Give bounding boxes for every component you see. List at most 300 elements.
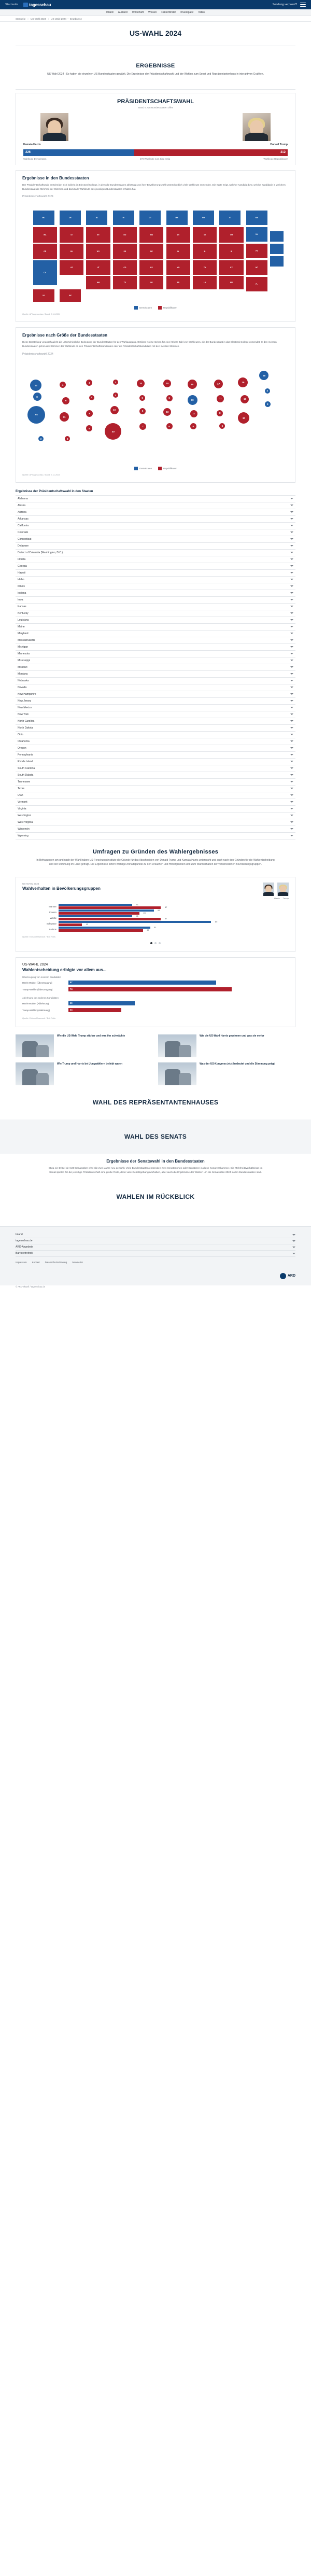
senate-detail-block	[16, 1154, 295, 1175]
state-accordion-label: Hawaii	[18, 571, 26, 575]
chart2-bar-label: Harris-Wähler (Überzeugung)	[22, 981, 52, 984]
state-accordion-row[interactable]	[16, 725, 295, 732]
chevron-down-icon	[290, 599, 293, 600]
state-accordion-label: Florida	[18, 557, 26, 561]
chevron-down-icon	[290, 788, 293, 789]
state-accordion-row[interactable]	[16, 711, 295, 718]
state-accordion-row[interactable]	[16, 536, 295, 543]
footer-link[interactable]: Newsletter	[72, 1261, 83, 1264]
ard-logo-text: ARD	[287, 1274, 295, 1278]
chart1-bar-value: 85	[215, 920, 218, 923]
hamburger-icon[interactable]	[300, 3, 306, 7]
teaser-headline: Was der US-Kongress jetzt bedeutet und die Stimmung prägt	[200, 1062, 275, 1066]
state-accordion-label: Nevada	[18, 685, 27, 689]
state-accordion-label: Montana	[18, 672, 28, 676]
state-accordion-row[interactable]	[16, 657, 295, 664]
chart1-source: Quelle: Edison Research / Exit Polls	[22, 935, 56, 938]
chevron-down-icon	[290, 740, 293, 742]
map1-description: Der Präsidentschaftswahl entscheidet sich indirekt im Electoral College, in dem die Bundesstaaten abhängig von ihrer Bevölkerungszahl unterschiedlich viele Wahlleute entsenden. Die Karte zeigt, welcher Kandidat bzw. welche Kandidatin in welchem Bundesstaat die Mehrheit der Stimmen und damit alle Wahlleute des jeweiligen Bundesstaates erhalten hat.	[22, 183, 286, 190]
state-accordion-label: Utah	[18, 793, 23, 797]
chevron-down-icon	[290, 774, 293, 776]
chevron-down-icon	[290, 626, 293, 627]
teaser-grid	[16, 1034, 295, 1085]
state-accordion-row[interactable]	[16, 752, 295, 759]
state-accordion-row[interactable]	[16, 590, 295, 597]
harris-photo	[40, 113, 68, 141]
state-accordion-row[interactable]	[16, 792, 295, 799]
chevron-down-icon	[290, 808, 293, 809]
chevron-down-icon	[292, 1234, 295, 1236]
chevron-down-icon	[290, 707, 293, 708]
state-accordion-row[interactable]	[16, 509, 295, 516]
teaser-headline: Wie die US-Wahl Harris gewinnen und was sie verlor	[200, 1034, 264, 1038]
chart1-bar-value: 13	[86, 923, 89, 926]
state-accordion-label: Ohio	[18, 733, 23, 736]
chart1-group-label: Weiße	[50, 916, 56, 919]
legend2-rep: Republikaner	[158, 467, 177, 470]
chevron-down-icon	[290, 727, 293, 729]
chart1-bar-value: 47	[147, 929, 149, 932]
candidate-name-row	[16, 141, 295, 146]
map2-heading: Ergebnisse nach Größe der Bundesstaaten	[22, 333, 108, 338]
chevron-down-icon	[290, 633, 293, 634]
state-accordion-label: Connecticut	[18, 537, 32, 541]
nav-item-wissen[interactable]: Wissen	[148, 11, 157, 14]
chart1-bar-harris	[59, 908, 160, 915]
electoral-bar-dem: 226	[23, 149, 134, 156]
teaser-item[interactable]	[158, 1034, 295, 1057]
state-accordion-label: California	[18, 524, 29, 527]
chevron-down-icon	[290, 801, 293, 803]
state-results-map-card	[16, 170, 295, 323]
state-accordion-label: Michigan	[18, 645, 29, 649]
carousel-dot-2[interactable]	[154, 942, 157, 944]
chevron-down-icon	[290, 538, 293, 540]
state-accordion-label: Alaska	[18, 503, 26, 507]
footer-accordion-row[interactable]	[16, 1244, 295, 1251]
chevron-down-icon	[290, 734, 293, 735]
state-accordion-label: Oklahoma	[18, 739, 30, 743]
state-accordion-row[interactable]	[16, 523, 295, 529]
map2-description: Diese Darstellung veranschaulicht die unterschiedliche Bedeutung der Bundesstaaten für den Wahlausgang. Größere Kreise stehen für eine höhere Zahl von Wahlleuten, die der Bundesstaat in das Electoral College entsendet. In den meisten Bundesstaaten gehen alle Stimmen der Wahlleute an den Präsidentschaftskandidaten oder die Präsidentschaftskandidatin mit den meisten Stimmen.	[22, 341, 277, 348]
footer-link[interactable]: Kontakt	[32, 1261, 40, 1264]
footer-links	[16, 1257, 295, 1269]
state-accordion-row[interactable]	[16, 637, 295, 644]
chart1-bar-harris	[59, 903, 138, 906]
teaser-thumbnail	[158, 1034, 196, 1057]
footer-accordion-row[interactable]	[16, 1251, 295, 1257]
state-accordion-label: Delaware	[18, 544, 29, 548]
chevron-down-icon	[290, 646, 293, 648]
state-accordion-row[interactable]	[16, 597, 295, 604]
state-accordion-row[interactable]	[16, 806, 295, 813]
state-accordion-row[interactable]	[16, 496, 295, 502]
chevron-down-icon	[290, 693, 293, 695]
chart1-group-row	[22, 927, 289, 932]
footer-accordion-row[interactable]	[16, 1232, 295, 1238]
state-accordion-label: Georgia	[18, 564, 27, 568]
chevron-down-icon	[290, 545, 293, 547]
chart1-group-bars	[59, 909, 289, 915]
chevron-down-icon	[290, 572, 293, 573]
chart2-bar-label: Trump-Wähler (Ablehnung)	[22, 1009, 50, 1012]
topbar-right	[273, 3, 306, 7]
state-accordion-label: Kentucky	[18, 611, 29, 615]
state-accordion-label: Arkansas	[18, 517, 29, 521]
chart1-bar-trump	[59, 906, 167, 909]
state-accordion-label: Virginia	[18, 807, 26, 810]
state-accordion-label: New Hampshire	[18, 692, 36, 696]
state-accordion-label: Nebraska	[18, 679, 29, 682]
chevron-down-icon	[290, 680, 293, 681]
state-accordion-label: Vermont	[18, 800, 27, 804]
chart1-kicker: US-WAHL 2024	[22, 882, 39, 885]
chevron-down-icon	[290, 835, 293, 836]
chart1-carousel-dots[interactable]	[22, 938, 289, 944]
electoral-vote-bar	[23, 149, 288, 156]
trump-mini-photo	[277, 883, 289, 896]
state-accordion-row[interactable]	[16, 617, 295, 624]
state-accordion-label: Iowa	[18, 598, 23, 601]
state-accordion-row[interactable]	[16, 631, 295, 637]
chart2-bar-track	[68, 1008, 289, 1012]
chevron-down-icon	[290, 761, 293, 762]
sendung-verpasst-link[interactable]: Sendung verpasst?	[272, 3, 297, 6]
state-accordion-row[interactable]	[16, 678, 295, 684]
chart1-bars	[22, 900, 289, 932]
review-section	[0, 1175, 311, 1214]
state-accordion-row[interactable]	[16, 732, 295, 738]
map2-source: Quelle: AP/tagesschau, Stand: 7.11.2024	[22, 473, 60, 476]
chevron-down-icon	[290, 713, 293, 715]
nav-item-ausland[interactable]: Ausland	[118, 11, 128, 14]
state-accordion-label: Colorado	[18, 530, 29, 534]
state-size-map-card	[16, 327, 295, 483]
chevron-down-icon	[290, 794, 293, 796]
state-accordion-label: Texas	[18, 787, 25, 790]
state-accordion-row[interactable]	[16, 705, 295, 711]
chart1-label-trump: Trump	[282, 897, 289, 900]
secondary-navigation	[0, 9, 311, 16]
chart1-group-label: Frauen	[49, 911, 56, 914]
teaser-item[interactable]	[16, 1062, 153, 1085]
teaser-thumbnail	[16, 1062, 54, 1085]
chart2-bar-track	[68, 1001, 289, 1005]
ergebnisse-heading: ERGEBNISSE	[136, 63, 175, 69]
state-accordion-row[interactable]	[16, 738, 295, 745]
map2-kicker: Präsidentschaftswahl 2024	[22, 352, 53, 356]
footer-accordion-label: Barrierefreiheit	[16, 1252, 33, 1255]
chart2-title: Wahlentscheidung erfolgte vor allem aus...	[22, 967, 107, 972]
review-title: WAHLEN IM RÜCKBLICK	[116, 1193, 195, 1200]
nav-item-investigativ[interactable]: Investigativ	[180, 11, 194, 14]
state-accordion-row[interactable]	[16, 772, 295, 779]
tagesschau-logo[interactable]	[23, 3, 51, 7]
state-accordion-row[interactable]	[16, 529, 295, 536]
senate-section	[0, 1119, 311, 1154]
chart2-kicker: US-WAHL 2024	[22, 962, 48, 967]
chart2-bar-label: Trump-Wähler (Überzeugung)	[22, 988, 53, 991]
trump-photo	[243, 113, 271, 141]
state-accordion-label: New Mexico	[18, 706, 32, 709]
state-accordion-row[interactable]	[16, 563, 295, 570]
chart1-group-label: Männer	[49, 905, 56, 908]
chart-wahlentscheidung	[16, 957, 295, 1027]
state-accordion-label: Wyoming	[18, 834, 29, 837]
state-accordion-row[interactable]	[16, 813, 295, 819]
presidential-title: PRÄSIDENTSCHAFTSWAHL	[117, 98, 194, 105]
chevron-down-icon	[290, 612, 293, 614]
teaser-headline: Wie die US-Wahl Trump stärker und was ihn schwächte	[57, 1034, 125, 1038]
copyright: © ARD-aktuell / tagesschau.de	[16, 1285, 46, 1288]
chart2-source: Quelle: Edison Research / Exit Polls	[22, 1016, 56, 1019]
teaser-thumbnail	[16, 1034, 54, 1057]
chart1-bar-value: 45	[143, 912, 146, 915]
chevron-down-icon	[290, 619, 293, 621]
us-bubble-map[interactable]: 12 54 8 4 6 11 4 3 6 5 3 3 10 40 10 5 6 7 10 6 10 6 15 19 11 8 17 11 8 6 19 16 30 28 4 3 3 3	[22, 356, 289, 465]
nav-item-wirtschaft[interactable]: Wirtschaft	[132, 11, 144, 14]
chart2-bar-track	[68, 987, 289, 991]
chart1-bar-trump	[59, 912, 146, 915]
harris-mini-photo	[263, 883, 274, 896]
house-section	[0, 1085, 311, 1119]
senate-title: WAHL DES SENATS	[124, 1132, 187, 1140]
state-accordion-row[interactable]	[16, 577, 295, 583]
state-accordion-row[interactable]	[16, 765, 295, 772]
chart-bevoelkerungsgruppen	[16, 877, 295, 952]
ergebnisse-text: US-Wahl 2024 : So haben die einzelnen US-Bundesstaaten gewählt. Die Ergebnisse der Präsidentschaftswahl und der Wahlen zum Senat und Repräsentantenhaus in interaktiven Grafiken.	[47, 73, 264, 76]
breadcrumb-item-0[interactable]: Startseite	[16, 17, 26, 20]
chevron-down-icon	[290, 747, 293, 749]
presidential-header	[16, 93, 295, 110]
chart1-candidate-icons	[263, 883, 289, 896]
map2-legend	[22, 465, 289, 470]
candidate-harris	[23, 113, 86, 141]
states-accordion-title: Ergebnisse der Präsidentschaftswahl in den Staaten	[16, 489, 93, 493]
presidential-subtitle: Stand 6. US-Bundesstaaten offen	[137, 106, 174, 109]
state-accordion-row[interactable]	[16, 799, 295, 806]
map1-kicker: Präsidentschaftswahl 2024	[22, 195, 53, 199]
chevron-down-icon	[290, 505, 293, 506]
chart1-bar-value: 51	[154, 926, 157, 929]
state-accordion-row[interactable]	[16, 556, 295, 563]
chart2-bar-row	[22, 979, 289, 986]
state-accordion-row[interactable]	[16, 819, 295, 826]
chart1-group-label: Schwarze	[46, 922, 56, 925]
chart2-group1-label: Überzeugung von meinem Kandidaten	[22, 975, 61, 978]
chart1-bar-value: 41	[136, 914, 138, 917]
chevron-down-icon	[290, 660, 293, 661]
map1-legend	[22, 304, 289, 310]
state-accordion-row[interactable]	[16, 745, 295, 752]
carousel-dot-1[interactable]	[150, 942, 152, 944]
state-accordion-label: Alabama	[18, 497, 28, 500]
state-accordion-row[interactable]	[16, 502, 295, 509]
harris-name: Kamala Harris	[23, 143, 41, 146]
state-accordion-row[interactable]	[16, 583, 295, 590]
states-accordion[interactable]	[16, 495, 295, 839]
state-accordion-row[interactable]	[16, 691, 295, 698]
chart1-group-bars	[59, 915, 289, 921]
state-accordion-row[interactable]	[16, 610, 295, 617]
umfragen-title: Umfragen zu Gründen des Wahlergebnisses	[92, 848, 219, 855]
top-navigation-bar	[0, 0, 311, 9]
state-accordion-label: Rhode Island	[18, 760, 33, 763]
chevron-down-icon	[290, 754, 293, 755]
chart1-header	[22, 883, 289, 900]
chevron-down-icon	[290, 518, 293, 520]
chart1-bar-trump	[59, 929, 149, 932]
state-accordion-label: West Virginia	[18, 820, 33, 824]
state-accordion-label: Illinois	[18, 584, 25, 588]
teaser-thumbnail	[158, 1062, 196, 1085]
logo-text: tagesschau	[29, 2, 51, 7]
state-accordion-row[interactable]	[16, 779, 295, 786]
chevron-down-icon	[290, 639, 293, 641]
chart2-bar-value: 30	[70, 1002, 73, 1005]
state-accordion-label: South Dakota	[18, 773, 34, 777]
chart2-bar	[68, 981, 216, 985]
us-choropleth-map[interactable]: WA OR CA ID NV AZ MT WY UT NM ND SD CO TX MN NE KS OK WI IA MO AR MI IL TN LA OH IN KY MS ME NY PA NC FL VT NH MA CT RI NJ DE MD HI AK	[22, 200, 289, 304]
state-accordion-row[interactable]	[16, 543, 295, 550]
state-accordion-row[interactable]	[16, 759, 295, 765]
map1-source: Quelle: AP/tagesschau, Stand: 7.11.2024	[22, 313, 60, 316]
nav-item-faktenfinder[interactable]: Faktenfinder	[161, 11, 176, 14]
umfragen-intro: In Befragungen am und nach der Wahl haben US-Forschungsinstitute die Gründe für das Abschneiden von Donald Trump und Kamala Harris untersucht und auch nach den Gründen für die Wahlentscheidung und der Stimmung im Land gefragt. Die Ergebnisse liefern wichtige Anhaltspunkte zu den Ursachen und Hintergründen und zum Wahlverhalten der verschiedenen Bevölkerungsgruppen.	[36, 858, 275, 866]
chart1-group-label: Latinos	[49, 928, 56, 931]
ergebnisse-divider	[16, 89, 295, 90]
state-accordion-row[interactable]	[16, 664, 295, 671]
state-accordion-row[interactable]	[16, 684, 295, 691]
state-accordion-row[interactable]	[16, 698, 295, 705]
teaser-item[interactable]	[158, 1062, 295, 1085]
chevron-down-icon	[290, 606, 293, 607]
breadcrumb-sep-0: ›	[27, 17, 29, 20]
state-accordion-label: Louisiana	[18, 618, 29, 622]
candidate-trump	[225, 113, 288, 141]
footer-accordion[interactable]	[16, 1232, 295, 1257]
footer-link[interactable]: Datenschutzerklärung	[45, 1261, 67, 1264]
state-accordion-label: South Carolina	[18, 766, 35, 770]
chart1-bar-value: 57	[164, 906, 167, 909]
candidate-photo-row	[16, 110, 295, 141]
carousel-dot-3[interactable]	[159, 942, 161, 944]
state-accordion-row[interactable]	[16, 624, 295, 631]
state-accordion-row[interactable]	[16, 604, 295, 610]
electoral-bar-rep: 312	[134, 149, 288, 156]
state-accordion-label: Oregon	[18, 746, 26, 750]
trump-name: Donald Trump	[270, 143, 288, 146]
footer-accordion-label: ARD-Angebote	[16, 1245, 33, 1249]
state-accordion-label: New York	[18, 712, 29, 716]
logo-mark-icon	[23, 3, 28, 7]
chart2-bar-row	[22, 1000, 289, 1007]
chart2-bar	[68, 1001, 135, 1005]
chart2-bar-row	[22, 986, 289, 993]
legend-dem: Demokraten	[134, 306, 152, 310]
state-accordion-label: Pennsylvania	[18, 753, 33, 757]
chart2-bar-value: 24	[70, 1009, 73, 1012]
footer-accordion-row[interactable]	[16, 1238, 295, 1244]
state-accordion-row[interactable]	[16, 786, 295, 792]
chevron-down-icon	[290, 525, 293, 526]
breadcrumb-sep-1: ›	[48, 17, 49, 20]
chevron-down-icon	[290, 579, 293, 580]
state-accordion-label: Arizona	[18, 510, 26, 514]
chevron-down-icon	[290, 815, 293, 816]
state-accordion-label: New Jersey	[18, 699, 32, 703]
chevron-down-icon	[290, 781, 293, 782]
breadcrumb-item-1[interactable]: US-Wahl 2024	[30, 17, 46, 20]
chart1-bar-value: 41	[136, 903, 138, 906]
chevron-down-icon	[290, 511, 293, 513]
chart1-group-row	[22, 909, 289, 915]
chevron-down-icon	[290, 700, 293, 702]
chart1-bar-trump	[59, 917, 167, 920]
state-accordion-row[interactable]	[16, 718, 295, 725]
state-accordion-row[interactable]	[16, 516, 295, 523]
state-accordion-row[interactable]	[16, 644, 295, 651]
chart2-bar-value: 74	[70, 988, 73, 991]
nav-item-inland[interactable]: Inland	[106, 11, 114, 14]
teaser-item[interactable]	[16, 1034, 153, 1057]
chart1-group-bars	[59, 927, 289, 932]
state-accordion-row[interactable]	[16, 651, 295, 657]
state-accordion-label: Indiana	[18, 591, 26, 595]
chart1-group-bars	[59, 904, 289, 909]
state-accordion-label: Minnesota	[18, 652, 30, 655]
chevron-down-icon	[290, 767, 293, 769]
state-accordion-label: Mississippi	[18, 659, 31, 662]
legend-rep: Republikaner	[158, 306, 177, 310]
ard-dot-icon	[280, 1273, 286, 1279]
senate-detail-text: Etwa ein Drittel der 100 Senatssitze wird alle zwei Jahre neu gewählt. Viele Bundesstaaten entsenden zwei Senatorinnen oder Senatoren in diese Kongresskammer. Die Mehrheitsverhältnisse im Senat spielen für die jeweilige Präsidentschaft eine große Rolle, denn viele Gesetzgebungsvorhaben, aber auch die Ergebnisse der Wahlen um die Senatssitze 2024 in den Bundesstaaten sind.	[48, 1167, 263, 1174]
chevron-down-icon	[292, 1247, 295, 1248]
electoral-bar-footer	[16, 156, 295, 165]
ard-logo[interactable]	[280, 1273, 295, 1279]
state-accordion-row[interactable]	[16, 833, 295, 839]
chart2-bar	[68, 987, 232, 991]
footer-accordion-label: Inland	[16, 1233, 23, 1237]
chevron-down-icon	[290, 565, 293, 567]
chart2-bar-value: 67	[70, 981, 73, 984]
state-accordion-row[interactable]	[16, 671, 295, 678]
ergebnisse-intro-block	[0, 49, 311, 86]
footer-link[interactable]: Impressum	[16, 1261, 27, 1264]
house-title: WAHL DES REPRÄSENTANTENHAUSES	[92, 1098, 219, 1106]
breadcrumb-item-2: US-Wahl 2024 — Ergebnisse	[51, 17, 82, 20]
chevron-down-icon	[290, 498, 293, 499]
chart1-bar-trump	[59, 923, 89, 926]
chevron-down-icon	[290, 552, 293, 553]
state-accordion-row[interactable]	[16, 570, 295, 577]
state-accordion-label: Tennessee	[18, 780, 31, 783]
state-accordion-label: District of Columbia (Washington, D.C.)	[18, 551, 63, 554]
chart1-title: Wahlverhalten in Bevölkerungsgruppen	[22, 886, 101, 891]
state-accordion-row[interactable]	[16, 826, 295, 833]
chart2-group2-bars	[22, 1000, 289, 1014]
chevron-down-icon	[290, 592, 293, 594]
state-accordion-row[interactable]	[16, 550, 295, 556]
chart1-group-bars	[59, 921, 289, 927]
chart2-group2-label: Ablehnung des anderen Kandidaten	[22, 996, 59, 999]
electoral-foot-left: Wahlleute Demokraten	[23, 157, 47, 160]
state-accordion-label: Washington	[18, 814, 32, 817]
state-accordion-label: Maine	[18, 625, 25, 628]
chevron-down-icon	[292, 1253, 295, 1254]
nav-item-video[interactable]: Video	[198, 11, 205, 14]
chevron-down-icon	[290, 673, 293, 675]
